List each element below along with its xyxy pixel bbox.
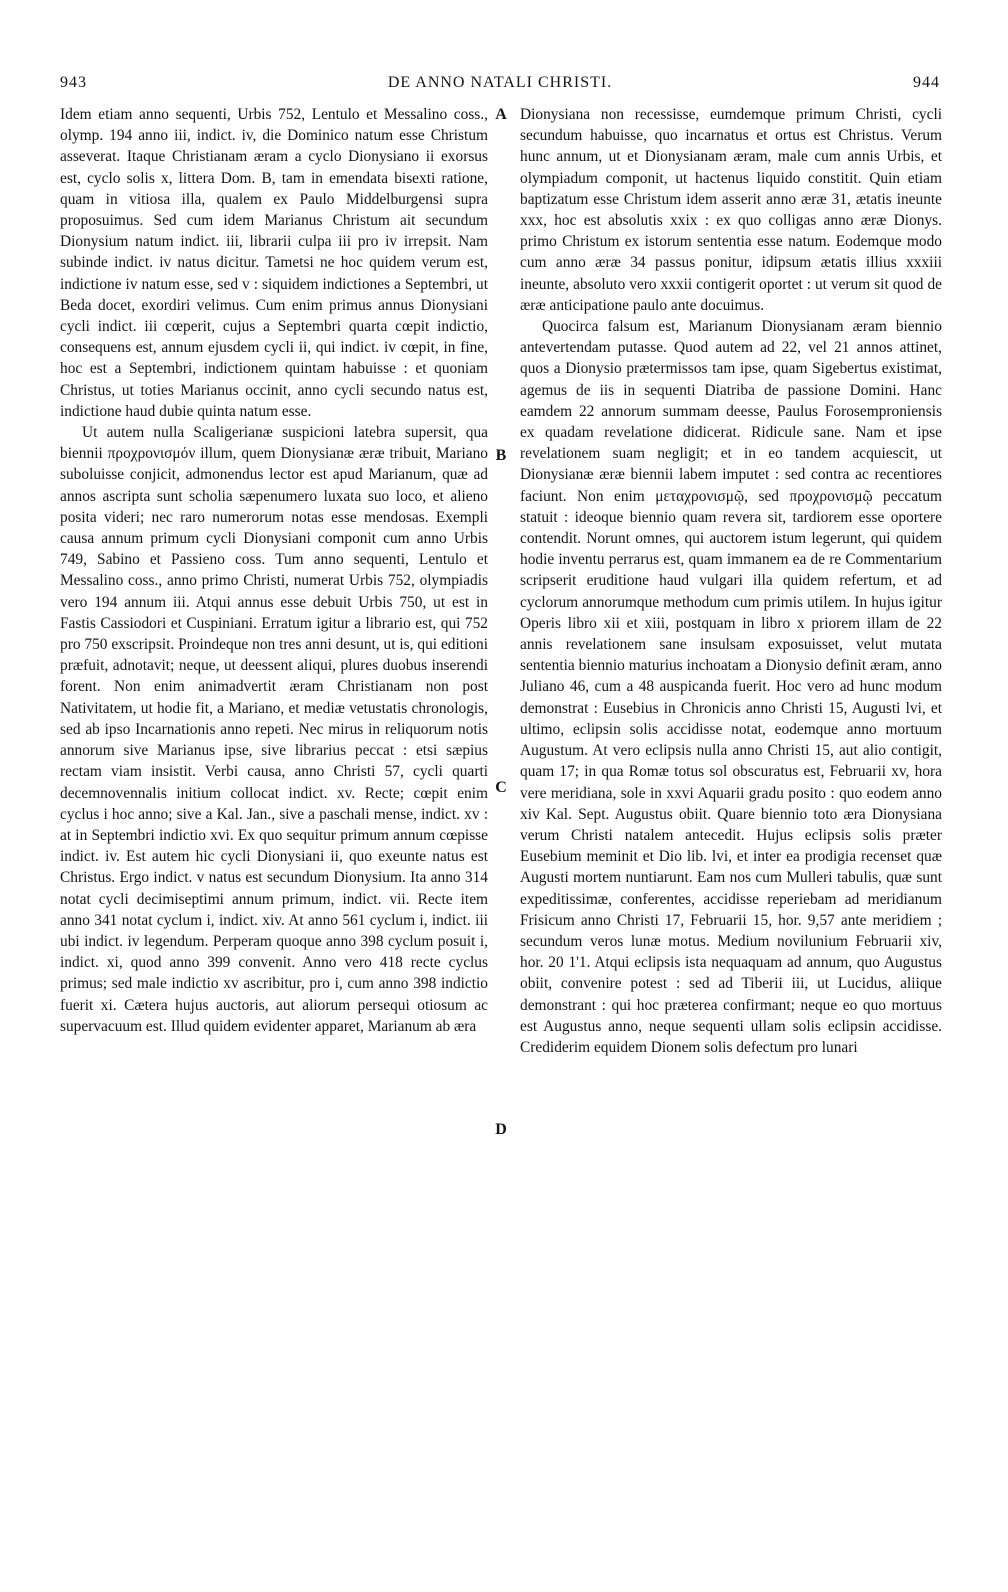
right-paragraph-2: Quocirca falsum est, Marianum Dionysianam æram biennio antevertendam putasse. Quod autem ad 22, vel 21 annos attinet, quos a Dionysio prætermissos tam ipse, quam Sigebertus existimat, agemus de iis in sequenti Diatriba de passione Domini. Hanc eamdem 22 annorum summam deesse, Paulus Forosemproniensis ex quadam revelatione didicerat. Ridicule sane. Nam et ipse revelationem suam negligit; et in eo tandem acquiescit, ut Dionysianæ æræ biennii labem imputet : sed contra ac recentiores faciunt. Non enim μεταχρονισμῷ, sed προχρονισμῷ peccatum statuit : ideoque biennio quam revera sit, tardiorem esse oportere contendit. Norunt omnes, qui auctorem istum legerunt, qui quidem hodie inventu perrarus est, quam immanem ea de re Commentarium scripserit eruditione haud vulgari illa quidem refertum, et ad cyclorum annorumque methodum cum primis utilem. In hujus igitur Operis libro xii et xiii, postquam in libro x priorem illam de 22 annis revelationem sane insulsam exposuisset, velut mutata sententia biennio maturius inchoatam a Dionysio definit æram, anno Juliano 46, cum a 48 auspicanda fuerit. Hoc vero ad hunc modum demonstrat : Eusebius in Chronicis anno Christi 15, Augusti lvi, et ultimo, eclipsin solis accidisse notat, eodemque anno mortuum Augustum. At vero eclipsis nulla anno Christi 15, aut alio contigit, quam 17; in qua Romæ totus sol obscuratus est, Februarii xv, hora vere meridiana, sole in xxvi Aquarii gradu posito : quo eodem anno xiv Kal. Sept. Augustus obiit. Quare biennio toto æra Dionysiana verum Christi natalem antecedit. Hujus eclipsis solis præter Eusebium meminit et Dio lib. lvi, et inter ea prodigia recenset quæ Augusti mortem nuntiarunt. Eam nos cum Mulleri tabulis, quæ sunt expeditissimæ, conferentes, accidisse reperiebam ad meridianum Frisicum anno Christi 17, Februarii 15, hor. 9,57 ante meridiem ; secundum veros lunæ motus. Medium novilunium Februarii xiv, hor. 20 1'1. Atqui eclipsis ista nequaquam ad annum, quo Augustus obiit, convenire potest : sed ad Tiberii iii, ut Lucidus, aliique demonstrant : qui hoc præterea confirmant; neque eo quo mortuus est Augustus anno, neque sequenti ullam solis eclipsin accidisse. Crediderim equidem Dionem solis defectum pro lunari [520, 318, 942, 1056]
right-paragraph-1: Dionysiana non recessisse, eumdemque primum Christi, cycli secundum habuisse, quo incarnatus et ortus est Christus. Verum hunc annum, ut et Dionysianam æram, male cum annis Urbis, et olympiadum componit, ut hactenus liquido constitit. Quin etiam baptizatum esse Christum idem asserit anno æræ 31, ætatis ineunte xxx, hoc est absolutis xxix : ex quo colligas anno æræ Dionys. primo Christum ex istorum sententia esse natum. Eodemque modo cum anno æræ 34 passus ponitur, idipsum ætatis illius xxxiii ineunte, absoluto vero xxxii contigerit oportet : ut verum sit quod de æræ anticipatione paulo ante docuimus. [520, 106, 942, 314]
page-number-left: 943 [60, 74, 87, 91]
margin-marker-a: A [495, 106, 507, 123]
right-column [520, 104, 942, 1484]
left-paragraph-2: Ut autem nulla Scaligerianæ suspicioni latebra supersit, qua biennii προχρονισμόν illum, quem Dionysianæ æræ tribuit, Mariano suboluisse conjicit, admonendus lector est apud Marianum, quæ ad annos ascripta sunt scholia sæpenumero luxata suo loco, et alieno posita videri; nec raro numerorum notas esse mendosas. Exempli causa annum primum cycli Dionysiani componit cum anno Urbis 749, Sabino et Passieno coss. Tum anno sequenti, Lentulo et Messalino coss., anno primo Christi, numerat Urbis 752, olympiadis vero 194 annum iii. Atqui annus esse debuit Urbis 750, ut est in Fastis Cassiodori et Cuspiniani. Erratum igitur a librario est, qui 752 pro 750 exscripsit. Proindeque non tres anni desunt, ut is, qui editioni præfuit, adnotavit; neque, ut deessent aliqui, plures duobus inserendi forent. Non enim animadvertit æram Christianam non post Nativitatem, ut hodie fit, a Mariano, et mediæ vetustatis chronologis, sed ab ipso Incarnationis anno repeti. Nec mirus in reliquorum notis annorum sive Marianus ipse, sive librarius peccat : etsi sæpius rectam viam insistit. Verbi causa, anno Christi 57, cycli quarti decemnovennalis initium collocat indict. xv. Recte; cœpit enim cyclus i hoc anno; sive a Kal. Jan., sive a paschali mense, indict. xv : at in Septembri indictio xvi. Ex quo sequitur primum annum cœpisse indict. iv. Est autem hic cycli Dionysiani ii, quo exeunte natus est Christus. Ergo indict. v natus est secundum Dionysium. Ita anno 314 notat cycli decimiseptimi annum primum, indict. vii. Recte item anno 341 notat cyclum i, indict. xiv. At anno 561 cyclum i, indict. iii ubi indict. iv legendum. Perperam quoque anno 398 cyclum posuit i, indict. xi, quod anno 399 convenit. Anno vero 418 recte cyclus primus; sed male indictio xv ascribitur, pro i, cum anno 398 indictio fuerit xi. Cætera hujus auctoris, aut aliorum persequi otiosum ac supervacuum est. Illud quidem evidenter apparet, Marianum ab æra [60, 424, 488, 1035]
margin-marker-b: B [495, 447, 507, 464]
running-header [60, 74, 940, 98]
running-title: DE ANNO NATALI CHRISTI. [387, 74, 613, 91]
left-column [60, 104, 488, 1484]
margin-marker-c: C [495, 779, 507, 796]
left-paragraph-1: Idem etiam anno sequenti, Urbis 752, Lentulo et Messalino coss., olymp. 194 anno iii, indict. iv, die Dominico natum esse Christum asseverat. Itaque Christianam æram a cyclo Dionysiano ii exorsus est, cyclo solis x, littera Dom. B, tam in emendata bisexti ratione, quam in vitiosa illa, qualem ex Paulo Middelburgensi supra proposuimus. Sed cum idem Marianus Christum ait secundum Dionysium natum indict. iii, librarii culpa iii pro iv irrepsit. Nam subinde indict. iv natus dicitur. Tametsi ne hoc quidem verum est, indictione iv natum esse, sed v : siquidem indictiones a Septembri, ut Beda docet, exordiri velimus. Cum enim primus annus Dionysiani cycli indict. iii cœperit, cujus a Septembri quarta cœpit indictio, consequens est, annum ejusdem cycli ii, qui indict. iv cœpit, in fine, hoc est a Septembri, indictionem quintam habuisse : et quoniam Christus, ut toties Marianus occinit, anno cycli secundo natus est, indictione haud dubie quinta natum esse. [60, 106, 488, 420]
page-number-right: 944 [913, 74, 940, 91]
margin-marker-d: D [495, 1121, 507, 1138]
